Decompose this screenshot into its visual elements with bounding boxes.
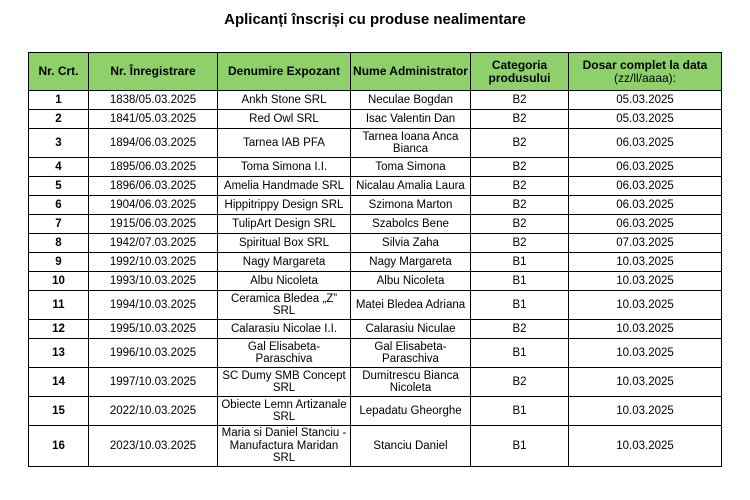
cell-denumire-expozant: Hippitrippy Design SRL xyxy=(218,196,351,215)
cell-nume-administrator: Neculae Bogdan xyxy=(351,91,471,110)
cell-nume-administrator: Nagy Margareta xyxy=(351,253,471,272)
cell-nr-inregistrare: 1997/10.03.2025 xyxy=(89,368,218,397)
cell-nr-crt: 5 xyxy=(29,177,89,196)
cell-denumire-expozant: Tarnea IAB PFA xyxy=(218,129,351,158)
cell-nr-crt: 10 xyxy=(29,272,89,291)
cell-nume-administrator: Stanciu Daniel xyxy=(351,426,471,467)
cell-categoria: B1 xyxy=(471,272,569,291)
cell-dosar-data: 10.03.2025 xyxy=(569,368,722,397)
cell-denumire-expozant: Ceramica Bledea „Z” SRL xyxy=(218,291,351,320)
cell-dosar-data: 10.03.2025 xyxy=(569,253,722,272)
cell-dosar-data: 06.03.2025 xyxy=(569,177,722,196)
header-dosar-complet xyxy=(569,53,722,91)
header-nume-administrator: Nume Administrator xyxy=(351,53,471,91)
cell-nume-administrator: Szimona Marton xyxy=(351,196,471,215)
cell-nr-crt: 16 xyxy=(29,426,89,467)
cell-denumire-expozant: Obiecte Lemn Artizanale SRL xyxy=(218,397,351,426)
cell-nume-administrator: Toma Simona xyxy=(351,158,471,177)
cell-denumire-expozant: Calarasiu Nicolae I.I. xyxy=(218,320,351,339)
table-row xyxy=(29,110,722,129)
cell-nr-crt: 1 xyxy=(29,91,89,110)
cell-nr-crt: 4 xyxy=(29,158,89,177)
cell-nr-crt: 15 xyxy=(29,397,89,426)
cell-nume-administrator: Matei Bledea Adriana xyxy=(351,291,471,320)
cell-nr-crt: 7 xyxy=(29,215,89,234)
cell-nr-crt: 2 xyxy=(29,110,89,129)
cell-dosar-data: 10.03.2025 xyxy=(569,291,722,320)
cell-dosar-data: 07.03.2025 xyxy=(569,234,722,253)
cell-nr-inregistrare: 1838/05.03.2025 xyxy=(89,91,218,110)
cell-dosar-data: 06.03.2025 xyxy=(569,215,722,234)
table-row xyxy=(29,129,722,158)
cell-nr-crt: 8 xyxy=(29,234,89,253)
cell-nume-administrator: Isac Valentin Dan xyxy=(351,110,471,129)
cell-dosar-data: 10.03.2025 xyxy=(569,272,722,291)
cell-dosar-data: 05.03.2025 xyxy=(569,110,722,129)
header-dosar-label: Dosar complet la data xyxy=(582,57,708,72)
header-nr-inregistrare: Nr. Înregistrare xyxy=(89,53,218,91)
cell-nume-administrator: Silvia Zaha xyxy=(351,234,471,253)
cell-dosar-data: 06.03.2025 xyxy=(569,196,722,215)
cell-categoria: B2 xyxy=(471,234,569,253)
cell-nr-inregistrare: 1915/06.03.2025 xyxy=(89,215,218,234)
cell-categoria: B2 xyxy=(471,368,569,397)
cell-nr-inregistrare: 1895/06.03.2025 xyxy=(89,158,218,177)
cell-denumire-expozant: Gal Elisabeta-Paraschiva xyxy=(218,339,351,368)
cell-categoria: B2 xyxy=(471,215,569,234)
cell-denumire-expozant: Nagy Margareta xyxy=(218,253,351,272)
cell-nr-crt: 12 xyxy=(29,320,89,339)
table-row xyxy=(29,253,722,272)
cell-categoria: B2 xyxy=(471,110,569,129)
cell-nr-crt: 3 xyxy=(29,129,89,158)
cell-nume-administrator: Dumitrescu Bianca Nicoleta xyxy=(351,368,471,397)
cell-nr-inregistrare: 1942/07.03.2025 xyxy=(89,234,218,253)
cell-dosar-data: 06.03.2025 xyxy=(569,158,722,177)
table-row xyxy=(29,215,722,234)
header-categoria-produsului: Categoria produsului xyxy=(471,53,569,91)
cell-categoria: B2 xyxy=(471,158,569,177)
cell-nume-administrator: Calarasiu Niculae xyxy=(351,320,471,339)
cell-categoria: B2 xyxy=(471,91,569,110)
table-row xyxy=(29,291,722,320)
cell-nume-administrator: Albu Nicoleta xyxy=(351,272,471,291)
cell-nr-crt: 11 xyxy=(29,291,89,320)
cell-nume-administrator: Gal Elisabeta-Paraschiva xyxy=(351,339,471,368)
cell-denumire-expozant: Albu Nicoleta xyxy=(218,272,351,291)
cell-denumire-expozant: Maria si Daniel Stanciu - Manufactura Maridan SRL xyxy=(218,426,351,467)
header-denumire-expozant: Denumire Expozant xyxy=(218,53,351,91)
cell-denumire-expozant: Red Owl SRL xyxy=(218,110,351,129)
table-header-row xyxy=(29,53,722,91)
cell-dosar-data: 10.03.2025 xyxy=(569,397,722,426)
cell-denumire-expozant: Spiritual Box SRL xyxy=(218,234,351,253)
table-row xyxy=(29,339,722,368)
cell-nr-inregistrare: 1996/10.03.2025 xyxy=(89,339,218,368)
cell-categoria: B1 xyxy=(471,339,569,368)
cell-dosar-data: 10.03.2025 xyxy=(569,426,722,467)
cell-denumire-expozant: Amelia Handmade SRL xyxy=(218,177,351,196)
cell-nume-administrator: Tarnea Ioana Anca Bianca xyxy=(351,129,471,158)
table-row xyxy=(29,91,722,110)
cell-nr-inregistrare: 1841/05.03.2025 xyxy=(89,110,218,129)
table-row xyxy=(29,158,722,177)
cell-categoria: B2 xyxy=(471,177,569,196)
cell-dosar-data: 05.03.2025 xyxy=(569,91,722,110)
cell-nume-administrator: Szabolcs Bene xyxy=(351,215,471,234)
cell-dosar-data: 06.03.2025 xyxy=(569,129,722,158)
table-body xyxy=(29,91,722,467)
table-row xyxy=(29,177,722,196)
cell-nume-administrator: Lepadatu Gheorghe xyxy=(351,397,471,426)
cell-nr-inregistrare: 1995/10.03.2025 xyxy=(89,320,218,339)
applicants-table xyxy=(28,52,722,467)
cell-categoria: B1 xyxy=(471,426,569,467)
cell-nr-inregistrare: 1994/10.03.2025 xyxy=(89,291,218,320)
cell-nr-inregistrare: 1896/06.03.2025 xyxy=(89,177,218,196)
table-row xyxy=(29,368,722,397)
table-row xyxy=(29,426,722,467)
cell-nr-inregistrare: 2022/10.03.2025 xyxy=(89,397,218,426)
cell-categoria: B1 xyxy=(471,397,569,426)
cell-categoria: B2 xyxy=(471,196,569,215)
cell-nr-inregistrare: 1894/06.03.2025 xyxy=(89,129,218,158)
cell-nr-crt: 9 xyxy=(29,253,89,272)
cell-denumire-expozant: Toma Simona I.I. xyxy=(218,158,351,177)
cell-categoria: B2 xyxy=(471,320,569,339)
table-row xyxy=(29,196,722,215)
cell-nr-inregistrare: 2023/10.03.2025 xyxy=(89,426,218,467)
cell-nr-inregistrare: 1904/06.03.2025 xyxy=(89,196,218,215)
header-nr-crt: Nr. Crt. xyxy=(29,53,89,91)
table-row xyxy=(29,397,722,426)
cell-nr-crt: 13 xyxy=(29,339,89,368)
cell-nr-crt: 6 xyxy=(29,196,89,215)
cell-denumire-expozant: SC Dumy SMB Concept SRL xyxy=(218,368,351,397)
cell-dosar-data: 10.03.2025 xyxy=(569,339,722,368)
table-row xyxy=(29,272,722,291)
cell-categoria: B1 xyxy=(471,291,569,320)
cell-dosar-data: 10.03.2025 xyxy=(569,320,722,339)
cell-denumire-expozant: TulipArt Design SRL xyxy=(218,215,351,234)
cell-categoria: B2 xyxy=(471,129,569,158)
document-title: Aplicanți înscriși cu produse nealimentare xyxy=(224,11,526,28)
cell-nr-inregistrare: 1993/10.03.2025 xyxy=(89,272,218,291)
table-row xyxy=(29,234,722,253)
cell-nr-inregistrare: 1992/10.03.2025 xyxy=(89,253,218,272)
cell-nume-administrator: Nicalau Amalia Laura xyxy=(351,177,471,196)
cell-categoria: B1 xyxy=(471,253,569,272)
cell-denumire-expozant: Ankh Stone SRL xyxy=(218,91,351,110)
cell-nr-crt: 14 xyxy=(29,368,89,397)
header-dosar-format: (zz/ll/aaaa): xyxy=(613,70,677,85)
table-row xyxy=(29,320,722,339)
